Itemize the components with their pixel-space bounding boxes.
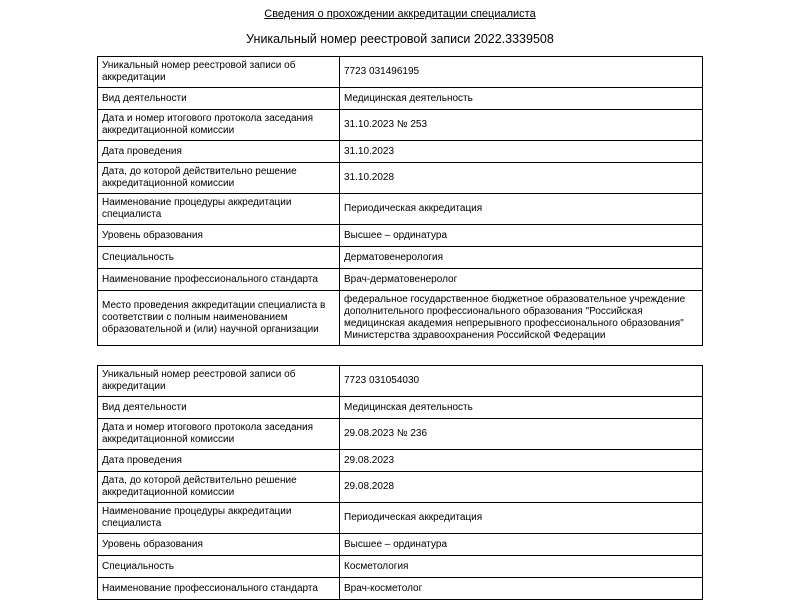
label-specialty: Специальность <box>98 556 340 578</box>
label-place: Место проведения аккредитации специалиста в соответствии с полным наименованием образовательной и (или) научной организации <box>98 291 340 346</box>
value-record-number: 7723 031054030 <box>340 366 703 397</box>
value-prof-standard: Врач-косметолог <box>340 578 703 600</box>
table-row-protocol <box>98 419 703 450</box>
value-valid-until: 29.08.2028 <box>340 472 703 503</box>
table-row-education-level <box>98 534 703 556</box>
label-procedure-name: Наименование процедуры аккредитации специалиста <box>98 503 340 534</box>
value-activity-type: Медицинская деятельность <box>340 397 703 419</box>
table-row-specialty <box>98 556 703 578</box>
value-date-held: 29.08.2023 <box>340 450 703 472</box>
label-prof-standard: Наименование профессионального стандарта <box>98 269 340 291</box>
accreditation-record-table <box>97 56 703 346</box>
table-row-record-number <box>98 57 703 88</box>
value-protocol: 31.10.2023 № 253 <box>340 110 703 141</box>
value-record-number: 7723 031496195 <box>340 57 703 88</box>
value-activity-type: Медицинская деятельность <box>340 88 703 110</box>
value-procedure-name: Периодическая аккредитация <box>340 194 703 225</box>
value-valid-until: 31.10.2028 <box>340 163 703 194</box>
label-record-number: Уникальный номер реестровой записи об аккредитации <box>98 366 340 397</box>
label-education-level: Уровень образования <box>98 225 340 247</box>
label-prof-standard: Наименование профессионального стандарта <box>98 578 340 600</box>
table-row-specialty <box>98 247 703 269</box>
label-record-number: Уникальный номер реестровой записи об аккредитации <box>98 57 340 88</box>
label-education-level: Уровень образования <box>98 534 340 556</box>
table-row-place <box>98 291 703 346</box>
label-procedure-name: Наименование процедуры аккредитации специалиста <box>98 194 340 225</box>
table-row-procedure-name <box>98 503 703 534</box>
table-row-record-number <box>98 366 703 397</box>
value-protocol: 29.08.2023 № 236 <box>340 419 703 450</box>
value-education-level: Высшее – ординатура <box>340 534 703 556</box>
label-activity-type: Вид деятельности <box>98 88 340 110</box>
label-date-held: Дата проведения <box>98 450 340 472</box>
value-education-level: Высшее – ординатура <box>340 225 703 247</box>
table-row-education-level <box>98 225 703 247</box>
label-activity-type: Вид деятельности <box>98 397 340 419</box>
value-prof-standard: Врач-дерматовенеролог <box>340 269 703 291</box>
table-row-prof-standard <box>98 578 703 600</box>
label-protocol: Дата и номер итогового протокола заседания аккредитационной комиссии <box>98 110 340 141</box>
table-row-protocol <box>98 110 703 141</box>
label-valid-until: Дата, до которой действительно решение аккредитационной комиссии <box>98 472 340 503</box>
table-row-activity-type <box>98 88 703 110</box>
label-valid-until: Дата, до которой действительно решение аккредитационной комиссии <box>98 163 340 194</box>
table-row-valid-until <box>98 163 703 194</box>
value-specialty: Косметология <box>340 556 703 578</box>
value-place: федеральное государственное бюджетное образовательное учреждение дополнительного профессионального образования "Российская медицинская академия непрерывного профессионального образования" Министерства здравоохранения Российской Федерации <box>340 291 703 346</box>
table-row-date-held <box>98 141 703 163</box>
table-row-valid-until <box>98 472 703 503</box>
value-procedure-name: Периодическая аккредитация <box>340 503 703 534</box>
label-protocol: Дата и номер итогового протокола заседания аккредитационной комиссии <box>98 419 340 450</box>
value-specialty: Дерматовенерология <box>340 247 703 269</box>
label-date-held: Дата проведения <box>98 141 340 163</box>
value-date-held: 31.10.2023 <box>340 141 703 163</box>
table-row-activity-type <box>98 397 703 419</box>
table-row-procedure-name <box>98 194 703 225</box>
table-row-date-held <box>98 450 703 472</box>
label-specialty: Специальность <box>98 247 340 269</box>
document-title: Сведения о прохождении аккредитации специалиста <box>264 8 536 20</box>
table-row-prof-standard <box>98 269 703 291</box>
registry-record-number-heading: Уникальный номер реестровой записи 2022.3339508 <box>246 32 554 46</box>
accreditation-record-table <box>97 365 703 600</box>
